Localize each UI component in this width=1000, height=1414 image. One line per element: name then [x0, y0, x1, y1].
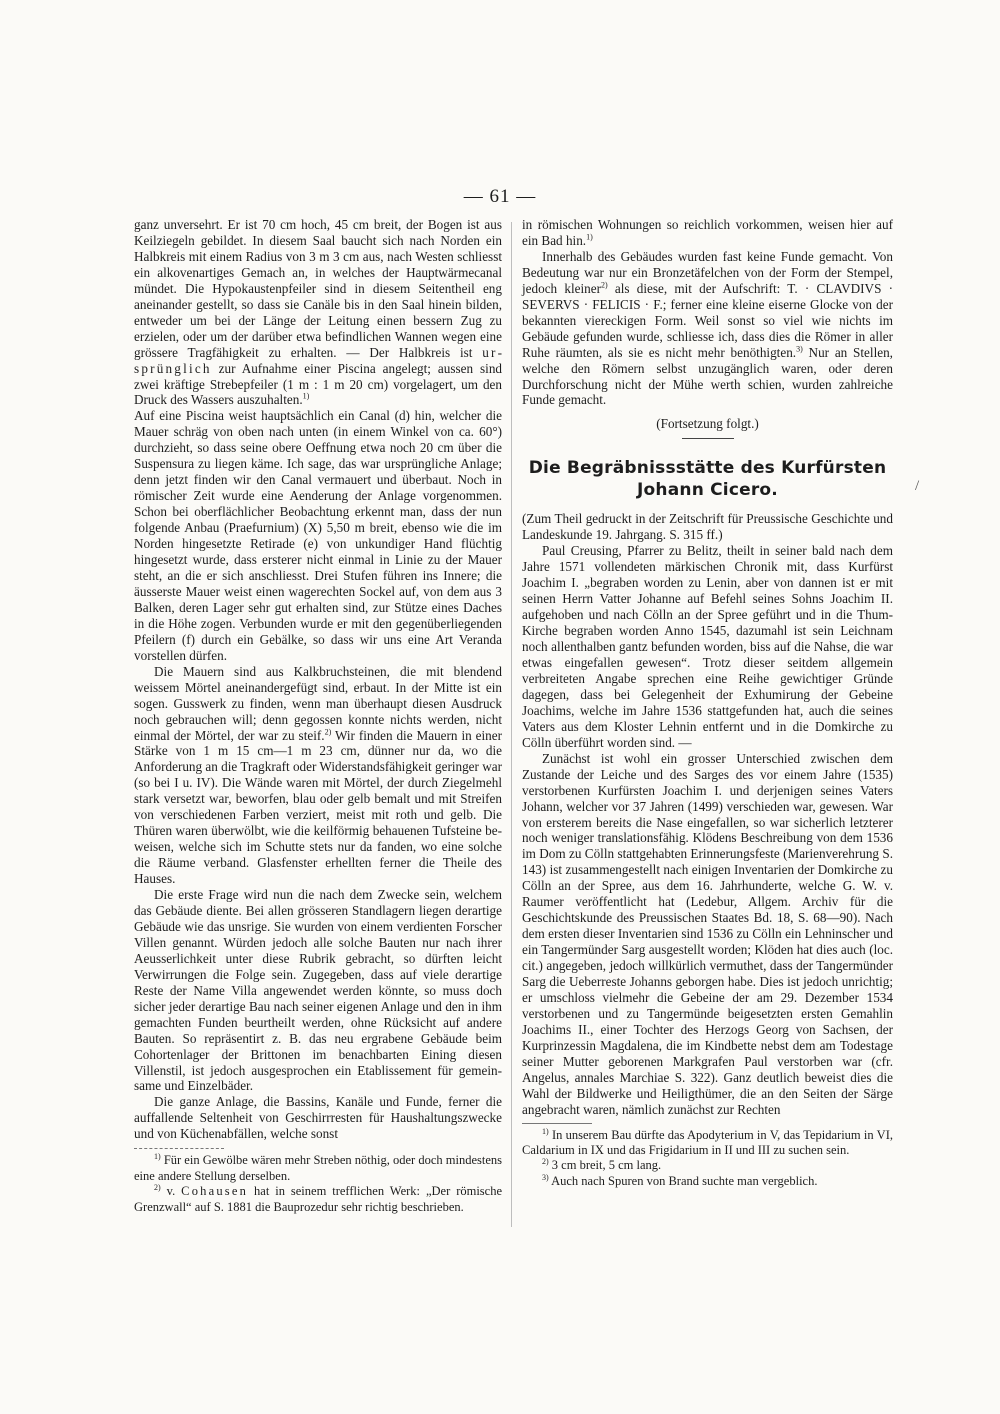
paragraph-text: Die Mauern sind aus Kalkbruchsteinen, die mit blendend weissem Mörtel aneinandergefügt sind, erbaut. In der Mitte ist ein sogen. Gusswerk zu finden, wenn man überhaupt diesen Ausdruck noch gebrauchen will; denn gegossen konnte nichts werden, nicht einmal der Mörtel, der war zu steif. — [134, 663, 502, 743]
spaced-word: ursprünglich — [134, 344, 503, 376]
paragraph-text: ganz unversehrt. Er ist 70 cm hoch, 45 cm breit, der Bogen ist aus Keilziegeln gebildet. In diesem Saal baucht sich nach Norden ein Halbkreis mit einem Radius von 3 m 3 cm aus, nach Westen schliesst ein alkovenartiges Gemach an, in welches der Hauptwärmecanal mündet. Die Hypokaustenpfeiler sind in diesem Seitentheil eng aneinander gestellt, so dass sie Canäle bis in den Saal hinein bilden, entweder um bei der Länge der Leitung einen bessern Zug zu erzielen, oder um der darüber etwa befindlichen Wannen wegen eine grössere Tragfähigkeit zu erhalten. — Der Halbkreis ist — [134, 217, 502, 360]
paragraph: Zunächst ist wohl ein grosser Unterschied zwischen dem Zustande der Leiche und des Sarges des vor einem Jahre (1535) verstorbenen Kurfürsten Joachim I. und derjenigen seines Vaters Johann, welcher vor 37 Jahren (1499) verschieden war, gewesen. War von ersterem bereits die Nase eingefallen, so war sicherlich letzterer noch weniger translationsfähig. Klödens Beschreibung von dem 1536 im Dom zu Cölln stattgehabten Erinnerungsfeste (Marienverehrung S. 143) ist zusammengestellt nach einigen Inventarien der Domkirche zu Cölln an der Spree, aus dem 16. Jahrhunderte, welche G. W. v. Raumer veröffentlicht hat (Ledebur, Allgem. Archiv für die Geschichtskunde des Preussischen Staates Bd. 18, S. 68—90). Nach dem ersten dieser Inventarien sind 1536 zu Cölln ein Lehninscher und ein Tangermünder Sarg ausgestellt worden; Klöden hat dies auch (loc. cit.) angegeben, jedoch willkürlich vermuthet, dass der Tangermünder Sarg die Ueberreste Johanns geborgen habe. Dies ist jedoch unrichtig; er umschloss vielmehr die Gebeine der am 29. Dezember 1534 verstorbenen und zu Tangermünde beigesetzten ersten Gemahlin Joachims II., einer Tochter des Herzogs Georg von Sachsen, der Kurprinzessin Magdalena, die im Kindbette nebst dem am Todestage seiner Mutter geborenen Markgrafen Paul verstorben war (cfr. Angelus, annales Marchiae S. 322). Ganz deutlich beweist dies die Wahl der Bildwerke und Heiligthümer, die an den Seiten der Särge angebracht waren, nämlich zunächst zur Rechten — [522, 750, 893, 1117]
paragraph — [522, 217, 893, 249]
paragraph — [134, 664, 502, 887]
article-subtitle: (Zum Theil gedruckt in der Zeitschrift für Preussische Geschichte und Landeskunde 19. Jahrgang. S. 315 ff.) — [522, 511, 893, 543]
footnote-text: In unserem Bau dürfte das Apodyterium in V, das Tepidarium in VI, Caldarium in IX und das Frigidarium in II und III zu suchen sein. — [522, 1127, 894, 1158]
footnote-ref: 1) — [586, 232, 593, 242]
right-column — [522, 217, 893, 1189]
footnote-ref: 3) — [796, 344, 803, 354]
margin-mark: / — [915, 478, 920, 494]
footnote-ref: 2) — [324, 727, 332, 737]
footnote-text: v. — [166, 1184, 176, 1199]
paragraph-text: in römischen Wohnungen so reichlich vorkommen, weisen hier auf ein Bad hin. — [522, 217, 893, 248]
footnote-mark: 1) — [542, 1126, 549, 1136]
paragraph: Die erste Frage wird nun die nach dem Zwecke sein, welchem das Gebäude diente. Bei allen grösseren Standlagern liegen derartige Gebäude wie das unsrige. Sie wurden von einem verdienten Forscher Villen genannt. Würden jedoch alle solche Bauten nur nach ihrer Aeusserlichkeit unter diese Rubrik gebracht, so dürften leicht Verwirrungen die Folge sein. Zugegeben, dass auf viele derartige Reste der Name Villa angewendet werden könnte, so muss doch sicher jeder derartige Bau nach seiner eigenen Anlage und den in ihm gemachten Funden beurtheilt werden, ohne Rücksicht auf andere Bauten. So repräsentirt z. B. das neu ergrabene Gebäude beim Cohortenlager der Brittonen im benachbarten Eining diesen Villenstil, ist jedoch ausgesprochen ein Etablissement für gemeinsame und Einzelbäder. — [134, 887, 502, 1094]
paragraph — [522, 249, 893, 409]
paragraph-text: Innerhalb des Gebäudes wurden fast keine Funde gemacht. Von Bedeutung war nur ein Bronzetäfelchen von der Form der Stempel, jedoch kleiner — [522, 248, 893, 296]
footnote-mark: 1) — [154, 1152, 161, 1162]
footnote — [522, 1158, 893, 1173]
footnote-author: Cohausen — [181, 1184, 249, 1199]
footnote-mark: 2) — [542, 1157, 549, 1167]
continuation-note: (Fortsetzung folgt.) — [656, 416, 759, 432]
footnote-text: Auch nach Spuren von Brand suchte man vergeblich. — [551, 1173, 818, 1188]
footnote-ref: 2) — [600, 280, 608, 290]
column-divider — [511, 222, 512, 1227]
paragraph: Auf eine Piscina weist hauptsächlich ein Canal (d) hin, welcher die Mauer schräg von oben nach unten (in einem Winkel von ca. 60°) durchzieht, so dass seine obere Oeffnung etwa noch 20 cm über die Suspensura zu liegen käme. Ich sage, das war ursprüngliche Anlage; denn jetzt finden wir den Canal vermauert und überbaut. Noch in römischer Zeit wurde eine Aenderung der Anlage vorgenommen. Schon bei oberflächlicher Beobachtung erkennt man, dass der nun folgende Anbau (Praefurnium) (X) 5,50 m breit, ebenso wie die im Norden hingesetzte Retirade (e) von unkundiger Hand flüchtig hingesetzt wurde, dass ersterer nicht einmal in Linie zu der Mauer steht, an die er sich anschliesst. Drei Stufen führen ins Innere; die äusserste Mauer weist einen wagerechten Sockel auf, von dem aus 3 Balken, deren Lager sehr gut erhalten sind, zur Stütze eines Daches in die Höhe zogen. Verbunden wurde er mit den gegenüberliegenden Pfeilern (f) durch ein Gebälke, so dass wir uns eine Art Veranda vorstellen dürfen. — [134, 408, 502, 663]
left-column — [134, 217, 502, 1215]
footnote — [134, 1153, 502, 1184]
footnote — [134, 1184, 502, 1215]
paragraph-text: zur Aufnahme einer Piscina angelegt; aussen sind zwei kräftige Strebepfeiler (1 m : 1 m 20 cm) vorgelagert, um den Druck des Wassers auszuhalten. — [134, 360, 503, 408]
section-rule — [682, 438, 734, 439]
footnote-rule — [522, 1123, 592, 1124]
paragraph: Die ganze Anlage, die Bassins, Kanäle und Funde, ferner die auffallende Seltenheit von Geschirrresten für Haushaltungszwecke und von Küchenabfällen, welche sonst — [134, 1094, 502, 1142]
page-number: — 61 — — [463, 186, 537, 207]
footnote — [522, 1174, 893, 1189]
footnote-ref: 1) — [302, 392, 310, 402]
paragraph: Paul Creusing, Pfarrer zu Belitz, theilt in seiner bald nach dem Jahre 1571 vollendeten märkischen Chronik mit, dass Kurfürst Joachim I. „begraben worden zu Lenin, aber von dannen ist er mit seinen Herrn Vatter Johanne auf Befehl seines Sohns Joachim II. aufgehoben und nach Cölln an der Spree geführt und in die Thum-Kirche begraben worden Anno 1545, dazumahl ist sein Leichnam noch allenthalben gantz befunden worden, biss auf die Nahse, die war etwas eingefallen gewesen“. Trotz dieser seitdem allgemein verbreiteten Angabe sprechen eine Reihe gewichtiger Gründe dagegen, dass bei Gelegenheit der Exhumirung der Gebeine Joachims, welche im Jahre 1536 stattgefunden hat, auch die seines Vaters aus dem Kloster Lehnin entfernt und in die Domkirche zu Cölln überführt worden sind. — — [522, 543, 893, 750]
article-title: Die Begräbnissstätte des Kurfürsten Johann Cicero. — [528, 458, 887, 501]
paragraph — [134, 217, 502, 408]
footnote-text: Für ein Gewölbe wären mehr Streben nöthig, oder doch mindestens eine andere Stellung derselben. — [134, 1153, 502, 1183]
footnote-text: 3 cm breit, 5 cm lang. — [551, 1158, 662, 1173]
footnote-mark: 3) — [542, 1172, 549, 1182]
paragraph-text: als diese, mit der Aufschrift: T. · CLAVDIVS · SEVERVS · FELICIS · F.; ferner eine kleine eiserne Glocke von der bekannten viereckigen Form. Weil sonst so viel wie nichts im Gebäude gefunden wurde, schliesse ich, dass dies die Römer in aller Ruhe räumten, als sie es nicht mehr benöthigten. — [522, 280, 894, 360]
footnote-text: hat in seinem trefflichen Werk: „Der römische Grenzwall“ auf S. 1881 die Bauprozedur sehr richtig beschrieben. — [134, 1184, 503, 1214]
footnote — [522, 1128, 893, 1159]
paragraph-text: Wir finden die Mauern in einer Stärke von 1 m 15 cm—1 m 23 cm, dünner nur da, wo die Anforderung an die Tragkraft oder Widerstandsfähigkeit geringer war (so bei I u. IV). Die Wände waren mit Mörtel, der durch Ziegelmehl stark versetzt war, beworfen, blau oder gelb bemalt und mit Streifen von verschiedenen Farben verziert, meist mit roth und gelb. Die Thüren waren überwölbt, wie die keilförmig behauenen Tufsteine beweisen, welche sich im Schutte stets nur da fanden, wo eine solche die Räume verband. Glasfenster erhellten ferner die Theile des Hauses. — [134, 727, 502, 887]
footnote-mark: 2) — [154, 1182, 161, 1192]
paragraph-text: Nur an Stellen, welche den Römern selbst unzugänglich waren, oder deren Durchforschung nicht der Mühe werth schien, wurden zahlreiche Funde gemacht. — [522, 344, 893, 408]
footnote-rule — [134, 1148, 224, 1149]
